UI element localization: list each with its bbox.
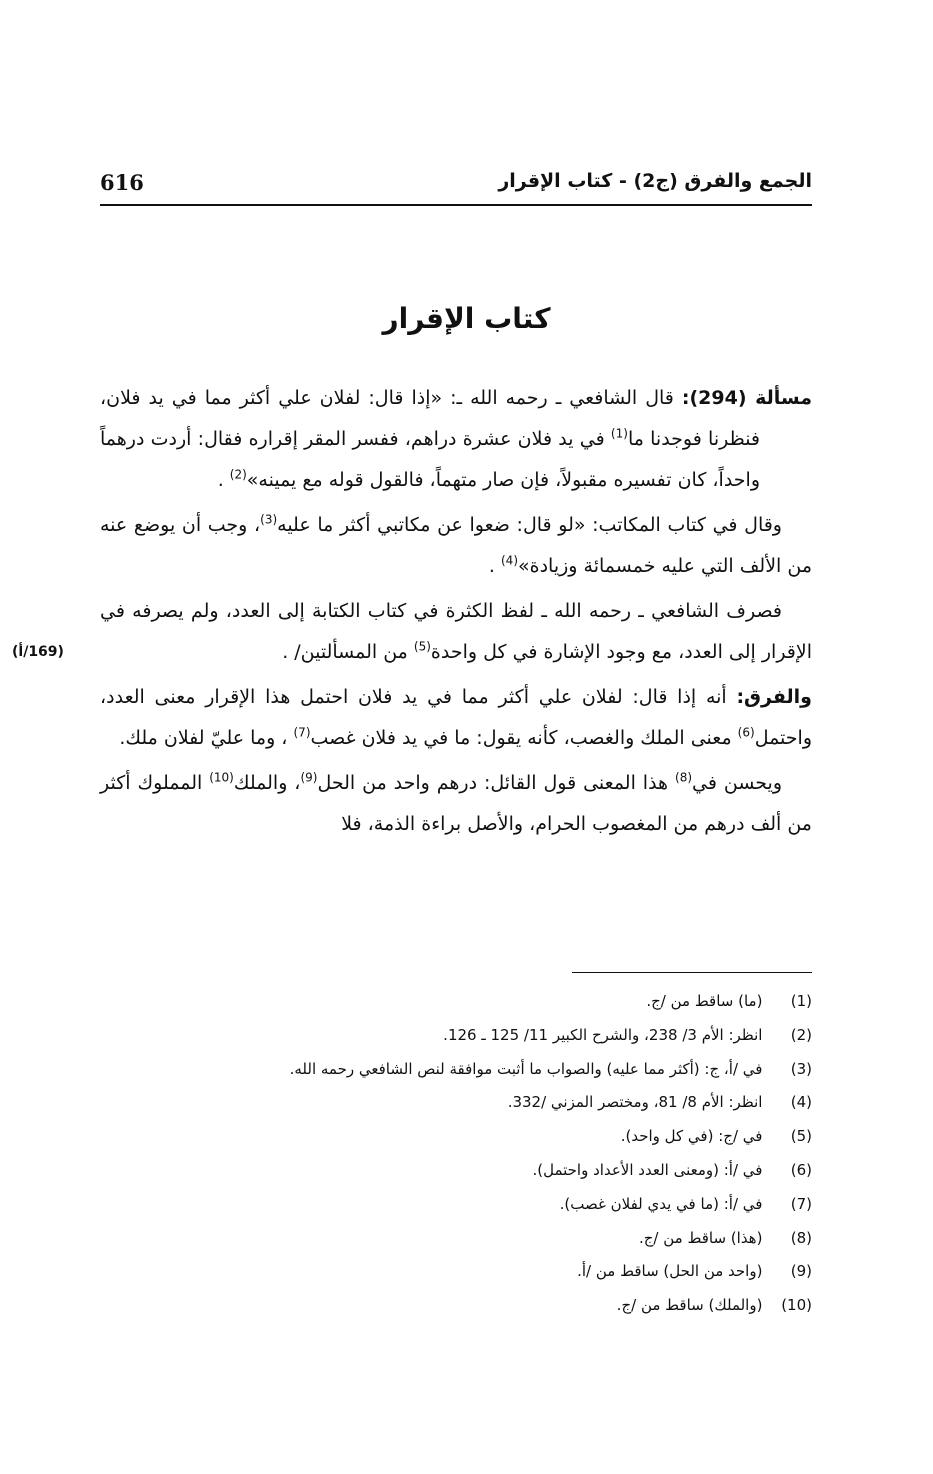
footnote-ref: (6) [737,725,755,740]
text-run: فصرف الشافعي ـ رحمه الله ـ لفظ الكثرة في كتاب الكتابة إلى العدد، ولم يصرفه في الإقرار إلى العدد، مع وجود الإشارة في كل واحدة [100,600,812,663]
text-run: معنى الملك والغصب، كأنه يقول: ما في يد فلان غصب [310,727,738,749]
footnote-text: في /أ: (ما في يدي لفلان غصب). [559,1194,763,1213]
footnote [100,1255,812,1289]
footnote [100,1086,812,1120]
footnote-text: (هذا) ساقط من /ج. [638,1228,763,1247]
footnote-number: (9) [790,1262,812,1281]
footnote-text: في /ج: (في كل واحد). [620,1127,763,1146]
footnote [100,1053,812,1087]
text-run: من المسألتين/ . [282,641,414,663]
footnote-number: (8) [790,1228,812,1247]
paragraph-1 [100,378,812,501]
text-run: ، وجب أن يوضع عنه من الألف التي عليه خمسمائة وزيادة» [100,514,812,577]
footnote-ref: (8) [675,770,693,785]
footnote-text: في /أ: (ومعنى العدد الأعداد واحتمل). [532,1160,763,1179]
footnote [100,1019,812,1053]
text-run: قال الشافعي ـ رحمه الله ـ: «إذا قال: لفلان علي أكثر مما في يد فلان، فنظرنا فوجدنا ما [100,387,761,450]
footnote-text: انظر: الأم 8/ 81، ومختصر المزني /332. [507,1093,763,1112]
footnote [100,1289,812,1323]
issue-label: مسألة (294): [681,387,812,409]
footnote [100,985,812,1019]
footnote [100,1120,812,1154]
text-run: ، والملك [233,772,301,794]
page-number: 616 [100,170,144,195]
text-run: في يد فلان عشرة دراهم، ففسر المقر إقراره فقال: أردت درهماً واحداً، كان تفسيره مقبولاً، فإن صار متهماً، فالقول قوله مع يمينه» [100,428,760,491]
text-run: وقال في كتاب المكاتب: «لو قال: ضعوا عن مكاتبي أكثر ما عليه [277,514,782,536]
running-header [100,168,812,206]
footnote-ref: (3) [260,512,278,527]
footnote-ref: (4) [500,553,518,568]
text-run: ويحسن في [692,772,782,794]
text-run: . [217,469,230,491]
footnote-text: انظر: الأم 3/ 238، والشرح الكبير 11/ 125 ـ 126. [443,1025,763,1044]
footnote-ref: (5) [413,639,431,654]
footnote-ref: (9) [300,770,318,785]
footnote-number: (10) [781,1296,812,1315]
footnote-number: (1) [790,992,812,1010]
text-run: أنه إذا قال: لفلان علي أكثر مما في يد فلان احتمل هذا الإقرار معنى العدد، واحتمل [100,686,812,749]
paragraph-4 [100,677,812,759]
footnote-text: (واحد من الحل) ساقط من /أ. [577,1262,763,1281]
footnote [100,1154,812,1188]
header-title: الجمع والفرق (ج2) - كتاب الإقرار [498,170,812,192]
text-run: المملوك أكثر من ألف درهم من المغصوب الحرام، والأصل براءة الذمة، فلا [100,772,812,835]
footnote-number: (4) [790,1093,812,1112]
text-run: هذا المعنى قول القائل: درهم واحد من الحل [317,772,675,794]
footnote-number: (6) [790,1160,812,1179]
footnote-text: في /أ، ج: (أكثر مما عليه) والصواب ما أثبت موافقة لنص الشافعي رحمه الله. [289,1059,763,1078]
footnote-number: (5) [790,1127,812,1146]
footnote-ref: (7) [293,725,311,740]
footnote-number: (3) [790,1059,812,1078]
footnote-number: (2) [790,1025,812,1044]
text-run: . [488,555,501,577]
paragraph-2 [100,505,812,587]
chapter-title: كتاب الإقرار [382,302,551,335]
footnote-number: (7) [790,1194,812,1213]
text-run: ، وما عليّ لفلان ملك. [119,727,294,749]
footnote-text: (ما) ساقط من /ج. [646,992,763,1010]
footnote-ref: (1) [610,426,628,441]
footnote [100,1188,812,1222]
footnote [100,1222,812,1256]
paragraph-3 [12,591,812,673]
difference-label: والفرق: [736,686,812,708]
footnote-text: (والملك) ساقط من /ج. [616,1296,763,1315]
footnotes [100,985,812,1323]
margin-folio-ref: (169/أ) [12,644,64,660]
footnote-ref: (2) [229,467,247,482]
paragraph-5 [100,763,812,845]
footnote-divider [572,972,812,973]
footnote-ref: (10) [209,770,234,785]
body-text [12,378,812,849]
